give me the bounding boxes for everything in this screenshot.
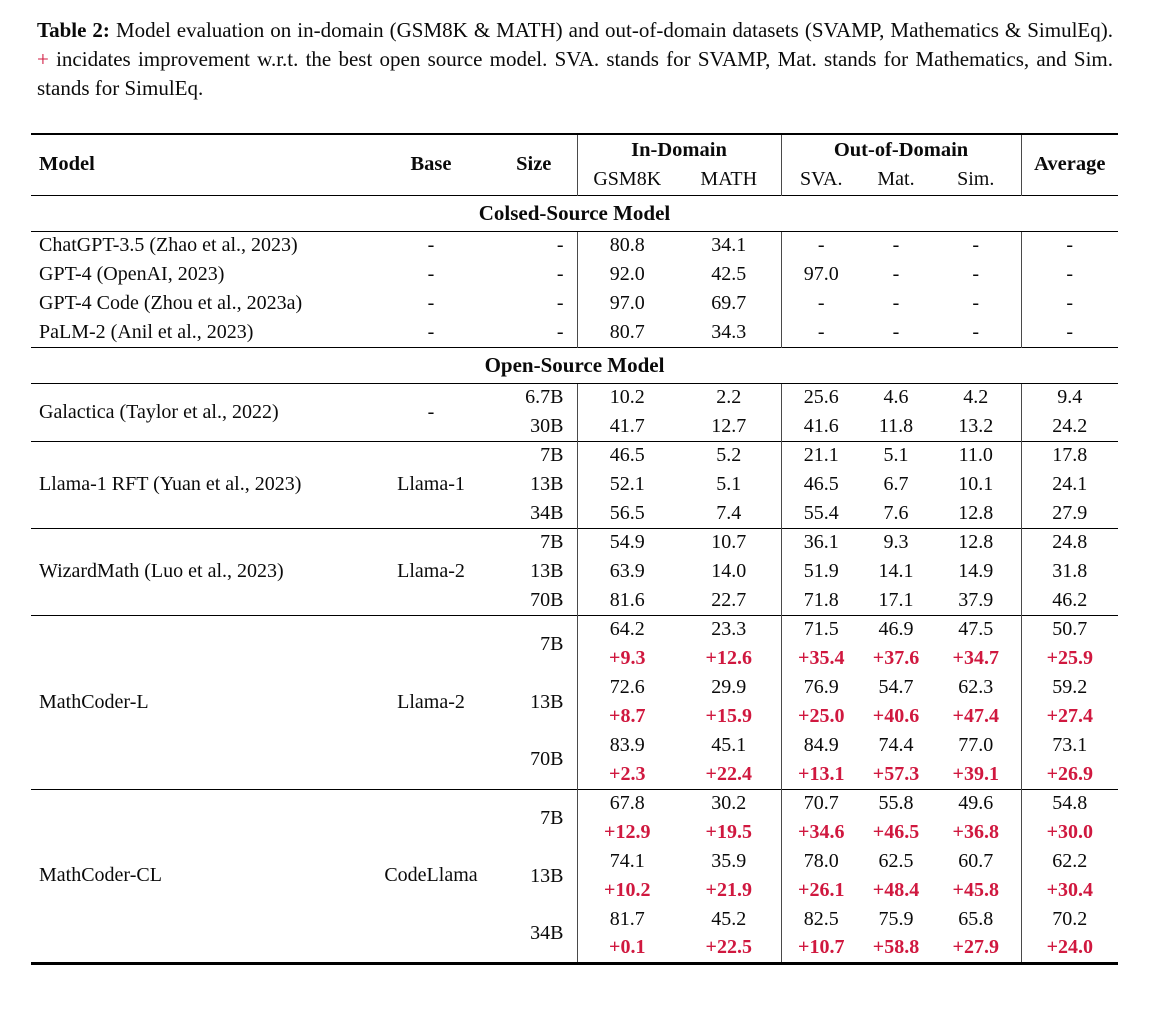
- header-average: Average: [1021, 134, 1118, 195]
- sva-cell: 82.5: [781, 905, 861, 934]
- mat-cell: -: [892, 292, 900, 314]
- gsm8k-cell: 72.6: [577, 673, 677, 702]
- sva-cell: 51.9: [781, 557, 861, 586]
- sva-delta-cell: +25.0: [781, 702, 861, 731]
- size-cell: 7B: [491, 615, 577, 673]
- base-cell: Llama-2: [371, 528, 491, 615]
- gsm8k-cell: 41.7: [577, 412, 677, 441]
- sva-cell: -: [781, 231, 861, 260]
- table-row: [31, 318, 1118, 347]
- mat-cell: 9.3: [861, 528, 931, 557]
- table-row: [31, 383, 1118, 412]
- sim-cell: -: [972, 320, 980, 343]
- sim-delta-cell: +27.9: [952, 936, 999, 959]
- mat-cell: 6.7: [883, 473, 909, 495]
- size-cell: 7B: [491, 789, 577, 847]
- math-cell: 29.9: [711, 676, 747, 698]
- math-delta-cell: +22.5: [705, 936, 752, 959]
- sva-cell: 21.1: [781, 441, 861, 470]
- sva-cell: 71.5: [781, 615, 861, 644]
- sva-cell: 25.6: [781, 383, 861, 412]
- sva-cell: -: [781, 318, 861, 347]
- size-cell: 13B: [530, 473, 564, 495]
- size-cell: 6.7B: [525, 386, 564, 409]
- header-mat: Mat.: [877, 168, 915, 191]
- sim-delta-cell: +36.8: [952, 821, 999, 843]
- gsm8k-delta-cell: +0.1: [577, 934, 677, 963]
- math-cell: 35.9: [711, 850, 747, 872]
- math-cell: 2.2: [716, 386, 742, 409]
- size-cell: -: [556, 292, 564, 314]
- model-cell: Galactica (Taylor et al., 2022): [39, 400, 279, 423]
- table-row: [31, 289, 1118, 318]
- avg-cell: -: [1021, 318, 1118, 347]
- mat-cell: 75.9: [878, 908, 914, 930]
- math-cell: 14.0: [711, 560, 747, 582]
- sim-cell: 47.5: [931, 615, 1021, 644]
- header-sim: Sim.: [957, 168, 995, 191]
- model-cell: MathCoder-CL: [31, 789, 371, 963]
- avg-delta-cell: +30.4: [1021, 876, 1118, 905]
- mat-delta-cell: +48.4: [872, 879, 920, 901]
- header-math: MATH: [700, 168, 758, 191]
- mat-delta-cell: +37.6: [872, 647, 920, 669]
- gsm8k-cell: 67.8: [577, 789, 677, 818]
- model-cell: MathCoder-L: [31, 615, 371, 789]
- sva-cell: 78.0: [781, 847, 861, 876]
- size-cell: 7B: [491, 441, 577, 470]
- mat-cell: 14.1: [878, 560, 914, 582]
- mat-cell: 17.1: [878, 588, 914, 611]
- math-cell: 45.1: [711, 734, 747, 756]
- avg-cell: -: [1021, 231, 1118, 260]
- size-cell: 30B: [530, 414, 564, 437]
- gsm8k-cell: 10.2: [577, 383, 677, 412]
- gsm8k-cell: 74.1: [577, 847, 677, 876]
- size-cell: 13B: [530, 864, 564, 887]
- math-cell: 42.5: [711, 263, 747, 285]
- section-title-closed: Colsed-Source Model: [31, 195, 1118, 231]
- math-cell: 5.2: [677, 441, 781, 470]
- table-row: [31, 260, 1118, 289]
- sim-cell: 14.9: [958, 560, 994, 582]
- size-cell: -: [556, 320, 564, 343]
- gsm8k-cell: 56.5: [577, 499, 677, 528]
- gsm8k-cell: 97.0: [577, 289, 677, 318]
- avg-cell: 24.8: [1021, 528, 1118, 557]
- mat-cell: 54.7: [878, 676, 914, 698]
- avg-delta-cell: +27.4: [1021, 702, 1118, 731]
- gsm8k-delta-cell: +8.7: [577, 702, 677, 731]
- sva-cell: 71.8: [781, 586, 861, 615]
- section-title-open: Open-Source Model: [31, 347, 1118, 383]
- avg-cell: 70.2: [1021, 905, 1118, 934]
- avg-cell: 24.2: [1021, 412, 1118, 441]
- base-cell: -: [427, 320, 435, 343]
- table-row: [31, 528, 1118, 557]
- avg-cell: 50.7: [1021, 615, 1118, 644]
- size-cell: 13B: [530, 690, 564, 713]
- math-delta-cell: +12.6: [705, 647, 752, 669]
- avg-cell: 9.4: [1021, 383, 1118, 412]
- sim-cell: 10.1: [958, 473, 994, 495]
- gsm8k-cell: 52.1: [577, 470, 677, 499]
- sva-delta-cell: +34.6: [781, 818, 861, 847]
- gsm8k-cell: 83.9: [577, 731, 677, 760]
- mat-cell: -: [892, 320, 900, 343]
- sim-cell: 4.2: [963, 386, 989, 409]
- mat-cell: 46.9: [861, 615, 931, 644]
- gsm8k-cell: 81.7: [577, 905, 677, 934]
- math-cell: 22.7: [711, 588, 747, 611]
- table-row: [31, 231, 1118, 260]
- math-cell: 10.7: [677, 528, 781, 557]
- sva-cell: -: [781, 289, 861, 318]
- mat-delta-cell: +40.6: [872, 705, 920, 727]
- size-cell: 70B: [530, 588, 564, 611]
- header-out-of-domain: Out-of-Domain: [781, 134, 1021, 165]
- sim-cell: -: [972, 292, 980, 314]
- sim-delta-cell: +34.7: [952, 647, 999, 669]
- gsm8k-delta-cell: +2.3: [577, 760, 677, 789]
- math-delta-cell: +22.4: [705, 762, 752, 785]
- mat-cell: -: [892, 234, 900, 257]
- base-cell: -: [427, 234, 435, 257]
- sim-delta-cell: +39.1: [952, 762, 999, 785]
- mat-cell: 74.4: [878, 734, 914, 756]
- sva-delta-cell: +13.1: [781, 760, 861, 789]
- table-caption: [37, 16, 1113, 103]
- base-cell: -: [427, 292, 435, 314]
- mat-cell: 55.8: [861, 789, 931, 818]
- base-cell: CodeLlama: [371, 789, 491, 963]
- sim-cell: 12.8: [958, 501, 994, 524]
- header-row-groups: [31, 134, 1118, 165]
- caption-label: Table 2:: [37, 18, 110, 42]
- header-gsm8k: GSM8K: [577, 165, 677, 195]
- sim-cell: 37.9: [958, 588, 994, 611]
- math-delta-cell: +19.5: [705, 821, 752, 843]
- gsm8k-cell: 54.9: [577, 528, 677, 557]
- header-sva: SVA.: [781, 165, 861, 195]
- sim-cell: 65.8: [958, 908, 994, 930]
- gsm8k-cell: 81.6: [577, 586, 677, 615]
- plus-sign: +: [37, 47, 49, 71]
- size-cell: 7B: [491, 528, 577, 557]
- size-cell: 34B: [530, 921, 564, 944]
- base-cell: Llama-2: [371, 615, 491, 789]
- sim-cell: 49.6: [931, 789, 1021, 818]
- base-cell: -: [427, 400, 435, 423]
- math-cell: 34.3: [711, 320, 747, 343]
- avg-cell: -: [1021, 289, 1118, 318]
- sim-cell: 13.2: [958, 414, 994, 437]
- math-cell: 7.4: [716, 501, 742, 524]
- avg-cell: -: [1021, 260, 1118, 289]
- header-model: Model: [39, 153, 95, 176]
- sim-delta-cell: +47.4: [952, 705, 999, 727]
- sim-delta-cell: +45.8: [952, 879, 999, 901]
- closed-source-section-row: [31, 195, 1118, 231]
- math-cell: 12.7: [711, 414, 747, 437]
- size-cell: -: [556, 234, 564, 257]
- base-cell: -: [427, 263, 435, 285]
- avg-cell: 24.1: [1021, 470, 1118, 499]
- gsm8k-cell: 64.2: [577, 615, 677, 644]
- sva-cell: 84.9: [781, 731, 861, 760]
- sim-cell: 12.8: [931, 528, 1021, 557]
- gsm8k-delta-cell: +9.3: [577, 644, 677, 673]
- math-cell: 30.2: [677, 789, 781, 818]
- mat-cell: 11.8: [878, 414, 914, 437]
- sva-cell: 55.4: [781, 499, 861, 528]
- sim-cell: 60.7: [958, 850, 994, 872]
- sva-cell: 36.1: [781, 528, 861, 557]
- sva-cell: 46.5: [781, 470, 861, 499]
- gsm8k-cell: 80.7: [577, 318, 677, 347]
- sim-cell: -: [972, 263, 980, 285]
- math-cell: 69.7: [711, 292, 747, 314]
- sim-cell: 77.0: [958, 734, 994, 756]
- math-cell: 23.3: [677, 615, 781, 644]
- model-cell: GPT-4 Code (Zhou et al., 2023a): [39, 292, 303, 314]
- math-cell: 45.2: [711, 908, 747, 930]
- mat-cell: -: [892, 263, 900, 285]
- sva-cell: 97.0: [781, 260, 861, 289]
- mat-delta-cell: +57.3: [872, 762, 920, 785]
- model-cell: Llama-1 RFT (Yuan et al., 2023): [31, 441, 371, 528]
- results-table: [31, 133, 1118, 965]
- avg-cell: 27.9: [1021, 499, 1118, 528]
- math-delta-cell: +15.9: [705, 705, 752, 727]
- sva-delta-cell: +26.1: [781, 876, 861, 905]
- table-row: [31, 441, 1118, 470]
- avg-delta-cell: +26.9: [1021, 760, 1118, 789]
- sva-cell: 70.7: [781, 789, 861, 818]
- size-cell: 13B: [530, 560, 564, 582]
- avg-cell: 73.1: [1021, 731, 1118, 760]
- model-cell: ChatGPT-3.5 (Zhao et al., 2023): [39, 234, 298, 257]
- mat-cell: 7.6: [883, 501, 909, 524]
- size-cell: -: [556, 263, 564, 285]
- avg-cell: 54.8: [1021, 789, 1118, 818]
- model-cell: WizardMath (Luo et al., 2023): [31, 528, 371, 615]
- sva-cell: 76.9: [781, 673, 861, 702]
- model-cell: PaLM-2 (Anil et al., 2023): [39, 320, 254, 343]
- header-size: Size: [516, 153, 552, 176]
- avg-cell: 31.8: [1021, 557, 1118, 586]
- gsm8k-delta-cell: +10.2: [577, 876, 677, 905]
- size-cell: 34B: [530, 501, 564, 524]
- gsm8k-delta-cell: +12.9: [577, 818, 677, 847]
- size-cell: 70B: [530, 748, 564, 771]
- avg-delta-cell: +24.0: [1021, 934, 1118, 963]
- avg-cell: 62.2: [1021, 847, 1118, 876]
- sva-delta-cell: +35.4: [781, 644, 861, 673]
- mat-delta-cell: +46.5: [872, 821, 920, 843]
- header-in-domain: In-Domain: [577, 134, 781, 165]
- mat-cell: 4.6: [883, 386, 909, 409]
- avg-delta-cell: +25.9: [1021, 644, 1118, 673]
- avg-cell: 59.2: [1021, 673, 1118, 702]
- mat-delta-cell: +58.8: [872, 936, 920, 959]
- gsm8k-cell: 46.5: [577, 441, 677, 470]
- math-delta-cell: +21.9: [705, 879, 752, 901]
- sim-cell: 62.3: [958, 676, 994, 698]
- table-row: [31, 789, 1118, 818]
- open-source-section-row: [31, 347, 1118, 383]
- avg-cell: 17.8: [1021, 441, 1118, 470]
- gsm8k-cell: 92.0: [577, 260, 677, 289]
- avg-delta-cell: +30.0: [1021, 818, 1118, 847]
- base-cell: Llama-1: [371, 441, 491, 528]
- avg-cell: 46.2: [1021, 586, 1118, 615]
- sva-cell: 41.6: [781, 412, 861, 441]
- math-cell: 34.1: [711, 234, 747, 257]
- gsm8k-cell: 80.8: [577, 231, 677, 260]
- table-row: [31, 615, 1118, 644]
- model-cell: GPT-4 (OpenAI, 2023): [39, 263, 225, 285]
- sim-cell: -: [972, 234, 980, 257]
- mat-cell: 5.1: [861, 441, 931, 470]
- sim-cell: 11.0: [931, 441, 1021, 470]
- mat-cell: 62.5: [878, 850, 914, 872]
- sva-delta-cell: +10.7: [781, 934, 861, 963]
- gsm8k-cell: 63.9: [577, 557, 677, 586]
- caption-text-2: incidates improvement w.r.t. the best open source model. SVA. stands for SVAMP, Mat. stands for Mathematics, and Sim. stands for SimulEq.: [37, 47, 1113, 100]
- caption-text-1: Model evaluation on in-domain (GSM8K & MATH) and out-of-domain datasets (SVAMP, Mathematics & SimulEq).: [109, 18, 1113, 42]
- header-base: Base: [410, 153, 452, 176]
- math-cell: 5.1: [716, 473, 742, 495]
